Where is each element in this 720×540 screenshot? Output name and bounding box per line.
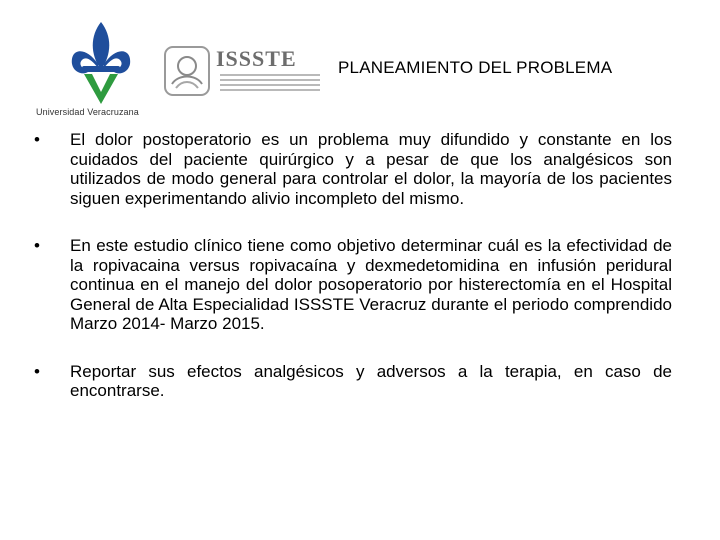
bullet-marker: • <box>34 130 40 149</box>
bullet-item <box>30 362 672 401</box>
issste-emblem-icon <box>162 44 212 98</box>
universidad-veracruzana-logo <box>36 20 166 122</box>
bullet-text: Reportar sus efectos analgésicos y adversos a la terapia, en caso de encontrarse. <box>70 361 672 400</box>
slide-title: PLANEAMIENTO DEL PROBLEMA <box>338 58 613 77</box>
issste-logo <box>162 44 332 100</box>
issste-brand: ISSSTE <box>216 46 297 71</box>
logo-caption: Universidad Veracruzana <box>36 107 139 117</box>
bullet-marker: • <box>34 236 40 255</box>
bullet-list <box>30 130 672 429</box>
issste-tagline-lines <box>220 74 320 94</box>
fleur-de-lis-icon <box>68 20 134 106</box>
bullet-text: El dolor postoperatorio es un problema muy difundido y constante en los cuidados del paciente quirúrgico y a pesar de que los analgésicos son utilizados de modo general para controlar el dolor, la mayoría de los pacientes siguen experimentando alivio incompleto del mismo. <box>70 130 672 208</box>
bullet-item <box>30 236 672 334</box>
bullet-marker: • <box>34 361 40 381</box>
bullet-text: En este estudio clínico tiene como objetivo determinar cuál es la efectividad de la ropivacaina versus ropivacaína y dexmedetomidina en infusión peridural continua en el manejo del dolor posoperatorio por histerectomía en el Hospital General de Alta Especialidad ISSSTE Veracruz durante el periodo comprendido Marzo 2014- Marzo 2015. <box>70 236 672 333</box>
bullet-item <box>30 130 672 208</box>
